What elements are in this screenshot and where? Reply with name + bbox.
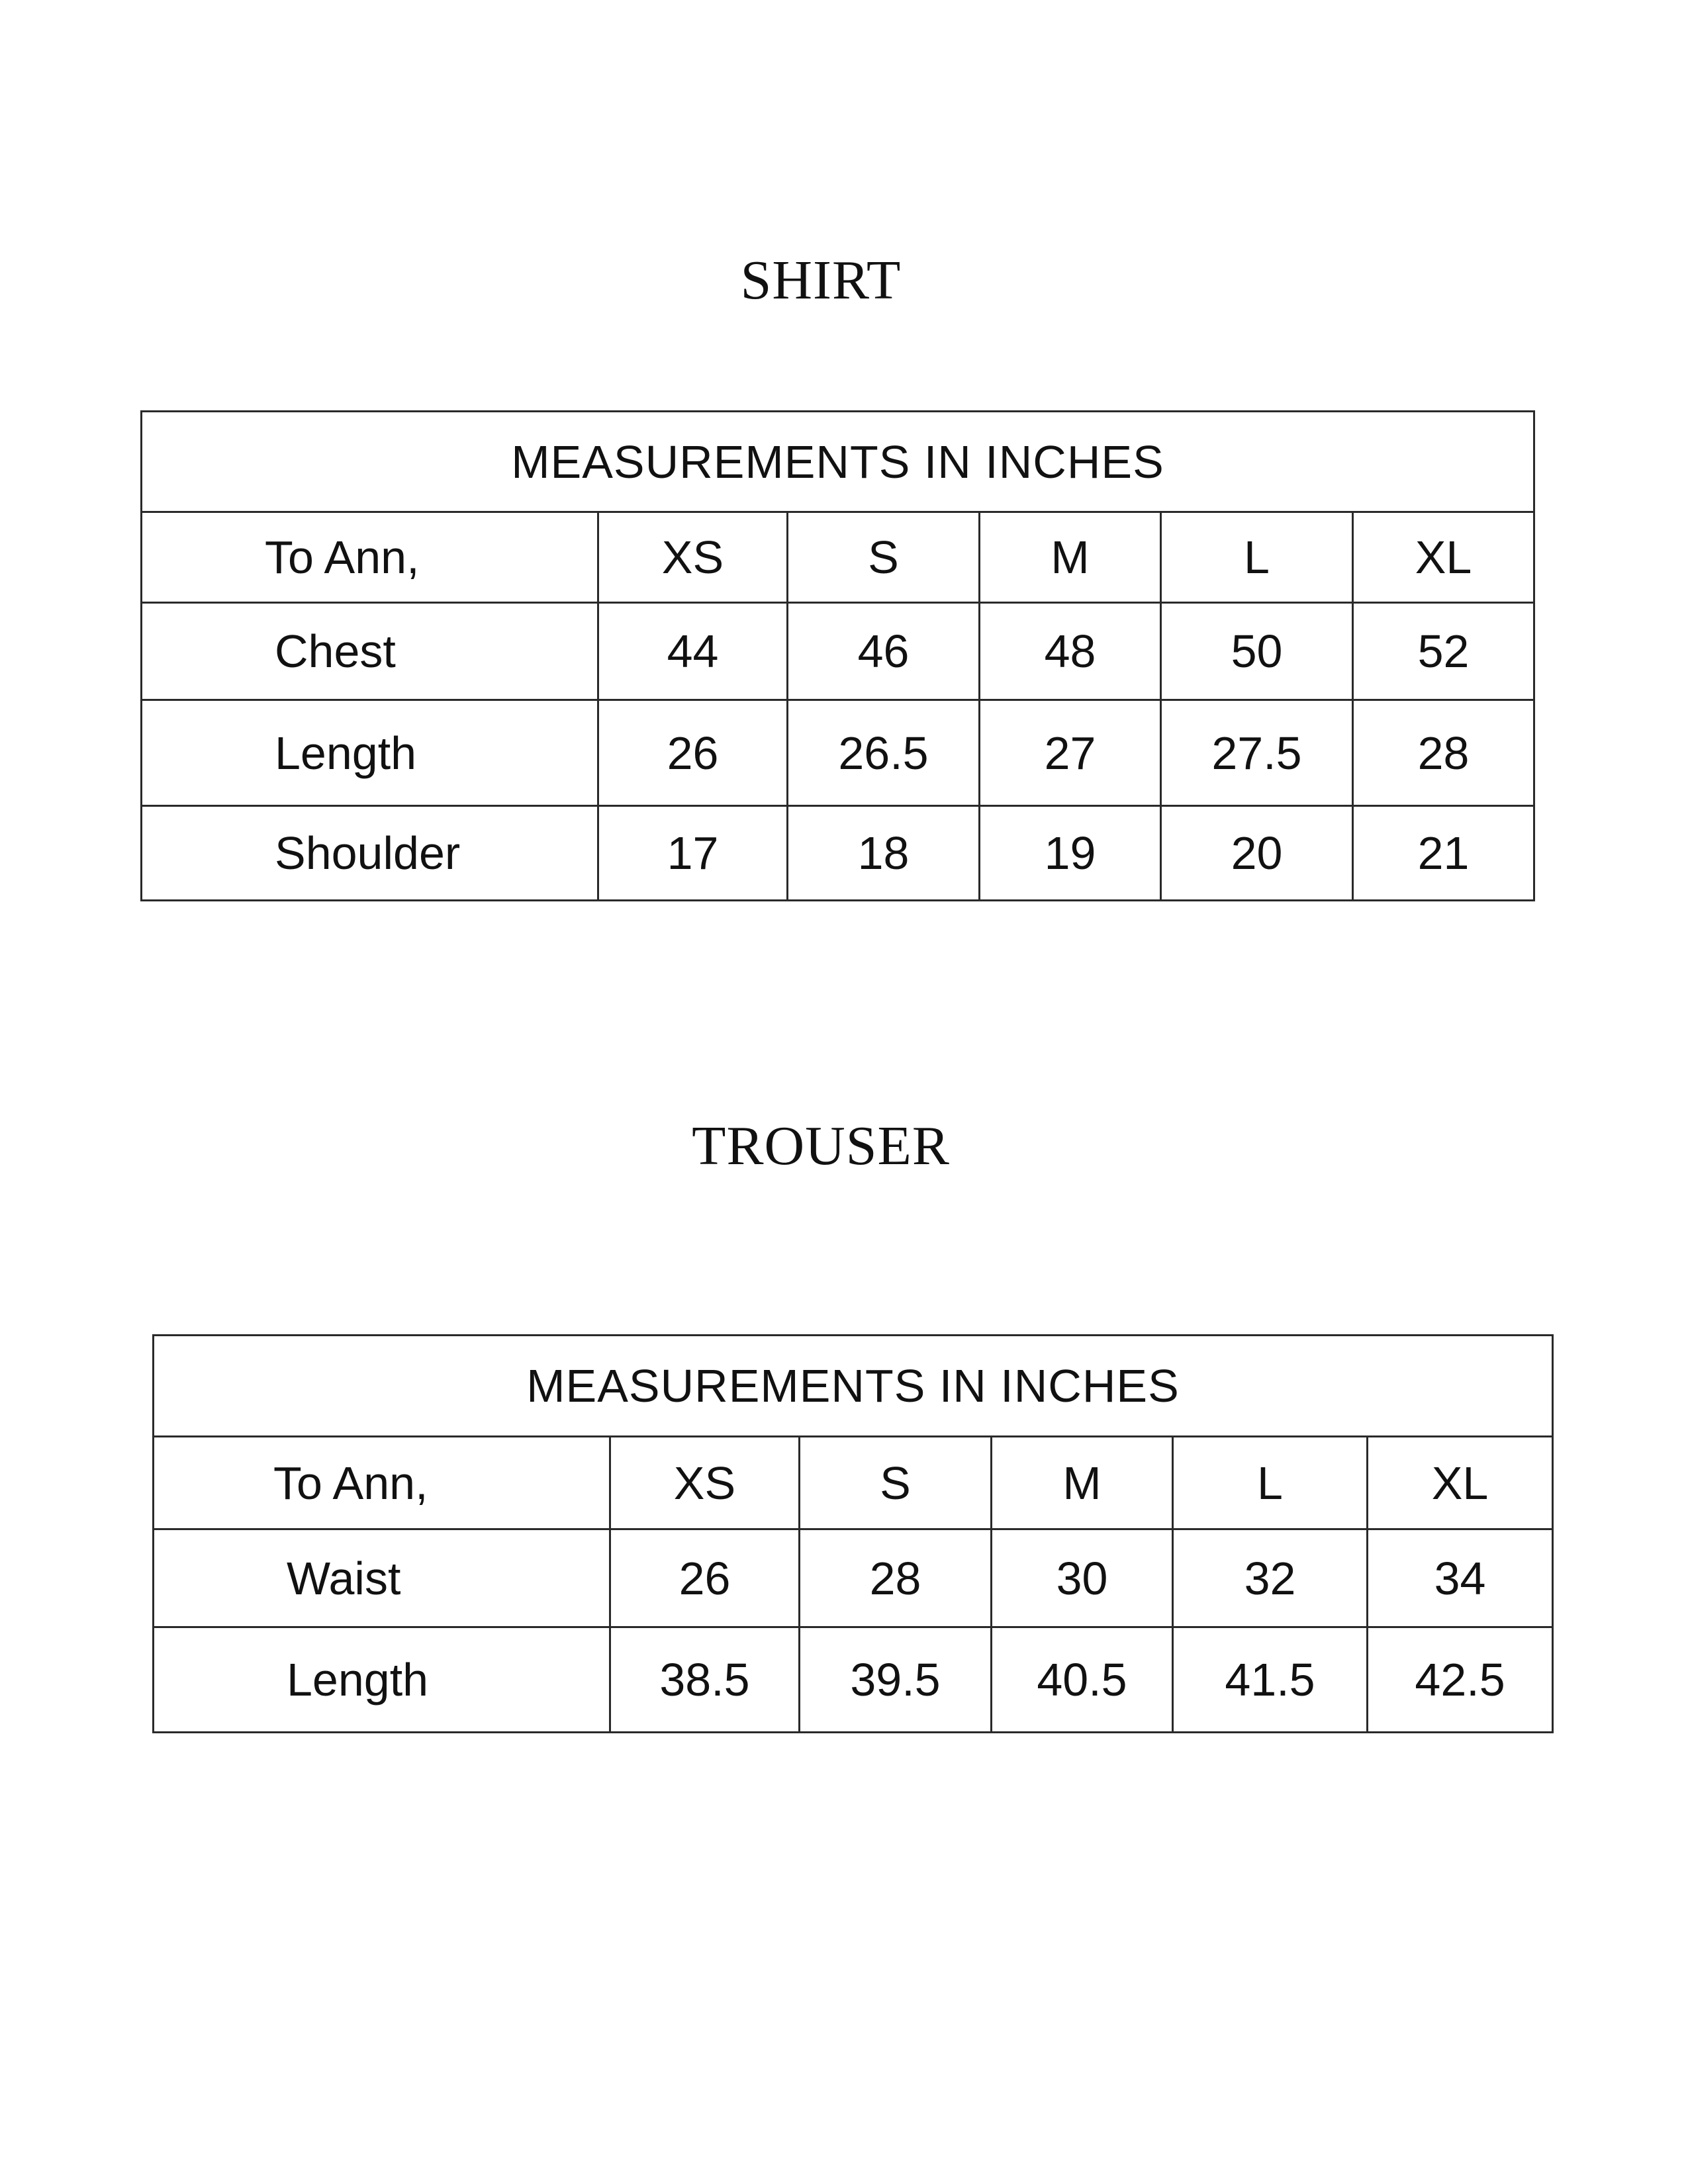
table-row [142, 603, 1534, 700]
size-header: S [788, 512, 980, 603]
measurement-cell: 27.5 [1161, 700, 1353, 806]
corner-label: To Ann, [154, 1437, 610, 1529]
measurement-cell: 26 [598, 700, 788, 806]
measurement-cell: 34 [1368, 1529, 1553, 1627]
size-header: XS [598, 512, 788, 603]
measurement-cell: 21 [1353, 806, 1534, 901]
size-header: XS [610, 1437, 800, 1529]
measurement-cell: 17 [598, 806, 788, 901]
size-header-row [142, 512, 1534, 603]
table-row [154, 1529, 1553, 1627]
table-caption: MEASUREMENTS IN INCHES [154, 1336, 1553, 1437]
corner-label: To Ann, [142, 512, 598, 603]
size-header: XL [1353, 512, 1534, 603]
row-label: Waist [154, 1529, 610, 1627]
measurement-cell: 30 [992, 1529, 1173, 1627]
shirt-title: SHIRT [740, 250, 902, 311]
row-label: Shoulder [142, 806, 598, 901]
measurement-cell: 42.5 [1368, 1627, 1553, 1733]
measurement-cell: 26 [610, 1529, 800, 1627]
row-label: Chest [142, 603, 598, 700]
measurement-cell: 19 [980, 806, 1161, 901]
measurement-cell: 52 [1353, 603, 1534, 700]
size-header: L [1161, 512, 1353, 603]
table-row [154, 1627, 1553, 1733]
measurement-cell: 39.5 [800, 1627, 992, 1733]
size-header: S [800, 1437, 992, 1529]
measurement-cell: 26.5 [788, 700, 980, 806]
measurement-cell: 20 [1161, 806, 1353, 901]
table-row [142, 806, 1534, 901]
size-header: XL [1368, 1437, 1553, 1529]
measurement-cell: 46 [788, 603, 980, 700]
size-header: L [1173, 1437, 1368, 1529]
size-header: M [980, 512, 1161, 603]
table-caption: MEASUREMENTS IN INCHES [142, 412, 1534, 512]
measurement-cell: 32 [1173, 1529, 1368, 1627]
measurement-cell: 40.5 [992, 1627, 1173, 1733]
measurement-cell: 28 [800, 1529, 992, 1627]
measurement-cell: 28 [1353, 700, 1534, 806]
row-label: Length [154, 1627, 610, 1733]
shirt-size-table [140, 410, 1535, 901]
measurement-cell: 27 [980, 700, 1161, 806]
row-label: Length [142, 700, 598, 806]
measurement-cell: 18 [788, 806, 980, 901]
measurement-cell: 50 [1161, 603, 1353, 700]
trouser-title: TROUSER [692, 1115, 950, 1177]
size-header: M [992, 1437, 1173, 1529]
measurement-cell: 41.5 [1173, 1627, 1368, 1733]
size-header-row [154, 1437, 1553, 1529]
measurement-cell: 38.5 [610, 1627, 800, 1733]
measurement-cell: 48 [980, 603, 1161, 700]
measurement-cell: 44 [598, 603, 788, 700]
trouser-size-table [152, 1334, 1554, 1733]
table-row [142, 700, 1534, 806]
